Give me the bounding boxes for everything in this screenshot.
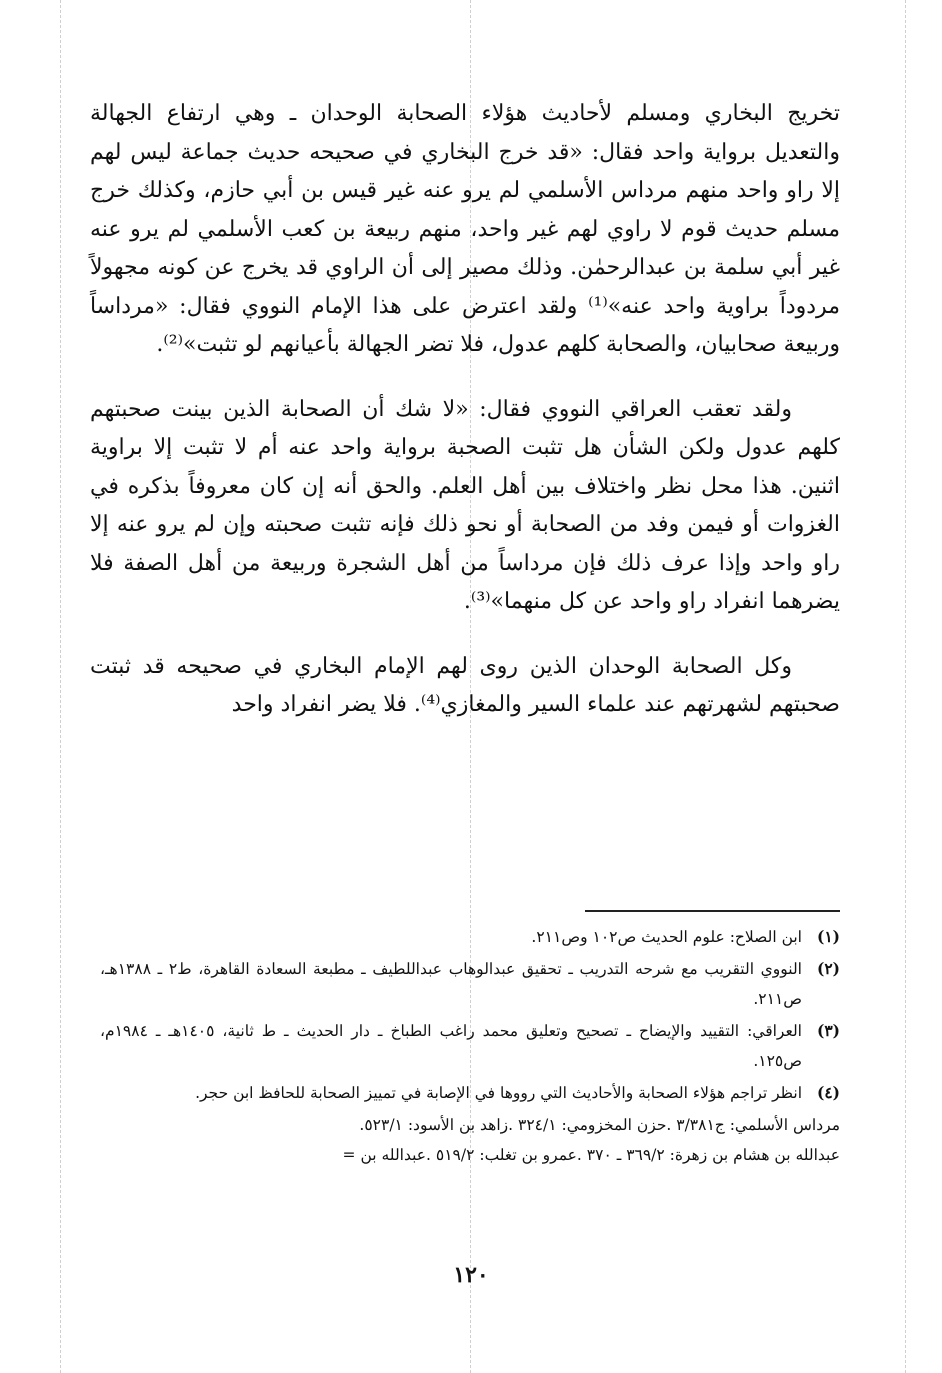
footnote-3 [100, 1016, 840, 1076]
footnote-continuation-line-1: مرداس الأسلمي: ج٣/٣٨١ .حزن المخزومي: ٣٢٤/١ .زاهد بن الأسود: ٥٢٣/١. [359, 1116, 840, 1134]
footnote-separator [585, 910, 840, 912]
footnote-text: انظر تراجم هؤلاء الصحابة والأحاديث التي رووها في الإصابة في تمييز الصحابة للحافظ ابن حجر. [195, 1084, 802, 1102]
main-text [90, 95, 840, 725]
footnote-text: العراقي: التقييد والإيضاح ـ تصحيح وتعليق محمد راغب الطباخ ـ دار الحديث ـ ط ثانية، ١٤٠٥هـ ـ ١٩٨٤م، ص١٢٥. [100, 1022, 802, 1070]
footnote-number: (٣) [816, 1021, 840, 1040]
footnote-number: (٢) [816, 959, 840, 978]
footnote-4 [100, 1078, 840, 1108]
footnote-text: ابن الصلاح: علوم الحديث ص١٠٢ وص٢١١. [531, 928, 802, 946]
footnote-continuation-line-2: عبدالله بن هشام بن زهرة: ٣٦٩/٢ ـ ٣٧٠ .عمرو بن تغلب: ٥١٩/٢ .عبدالله بن = [342, 1146, 840, 1164]
paragraph-3: وكل الصحابة الوحدان الذين روى لهم الإمام البخاري في صحيحه قد ثبتت صحبتهم لشهرتهم عند علماء السير والمغازي⁽⁴⁾. فلا يضر انفراد واحد [90, 653, 840, 717]
scan-guide-line-left [60, 0, 61, 1373]
footnote-number: (٤) [816, 1083, 840, 1102]
footnote-number: (١) [816, 927, 840, 946]
scan-guide-line-right [905, 0, 906, 1373]
paragraph-1: تخريج البخاري ومسلم لأحاديث هؤلاء الصحابة الوحدان ـ وهي ارتفاع الجهالة والتعديل برواية واحد فقال: «قد خرج البخاري في صحيحه حديث جماعة ليس لهم إلا راو واحد منهم مرداس الأسلمي لم يرو عنه غير قيس بن أبي حازم، وكذلك خرج مسلم حديث قوم لا راوي لهم غير واحد، منهم ربيعة بن كعب الأسلمي لم يرو عنه غير أبي سلمة بن عبدالرحمٰن. وذلك مصير إلى أن الراوي قد يخرج عن كونه مجهولاً مردوداً براوية واحد عنه»⁽¹⁾ ولقد اعترض على هذا الإمام النووي فقال: «مرداساً وربيعة صحابيان، والصحابة كلهم عدول، فلا تضر الجهالة بأعيانهم لو تثبت»⁽²⁾. [90, 101, 840, 357]
footnote-text: النووي التقريب مع شرحه التدريب ـ تحقيق عبدالوهاب عبداللطيف ـ مطبعة السعادة القاهرة، ط٢ ـ ١٣٨٨هـ، ص٢١١. [100, 960, 802, 1008]
page-number: ١٢٠ [453, 1262, 489, 1288]
footnotes [100, 922, 840, 1170]
footnote-2 [100, 954, 840, 1014]
footnote-1 [100, 922, 840, 952]
paragraph-2: ولقد تعقب العراقي النووي فقال: «لا شك أن الصحابة الذين بينت صحبتهم كلهم عدول ولكن الشأن هل تثبت الصحبة برواية واحد عنه أم لا تثبت إلا براوية اثنين. هذا محل نظر واختلاف بين أهل العلم. والحق أنه إن كان معروفاً بذكره في الغزوات أو فيمن وفد من الصحابة أو نحو ذلك فإنه تثبت صحبته وإن لم يرو عنه إلا راو واحد وإذا عرف ذلك فإن مرداساً من أهل الشجرة وربيعة من أهل الصفة فلا يضرهما انفراد راو واحد عن كل منهما»⁽³⁾. [90, 396, 840, 614]
